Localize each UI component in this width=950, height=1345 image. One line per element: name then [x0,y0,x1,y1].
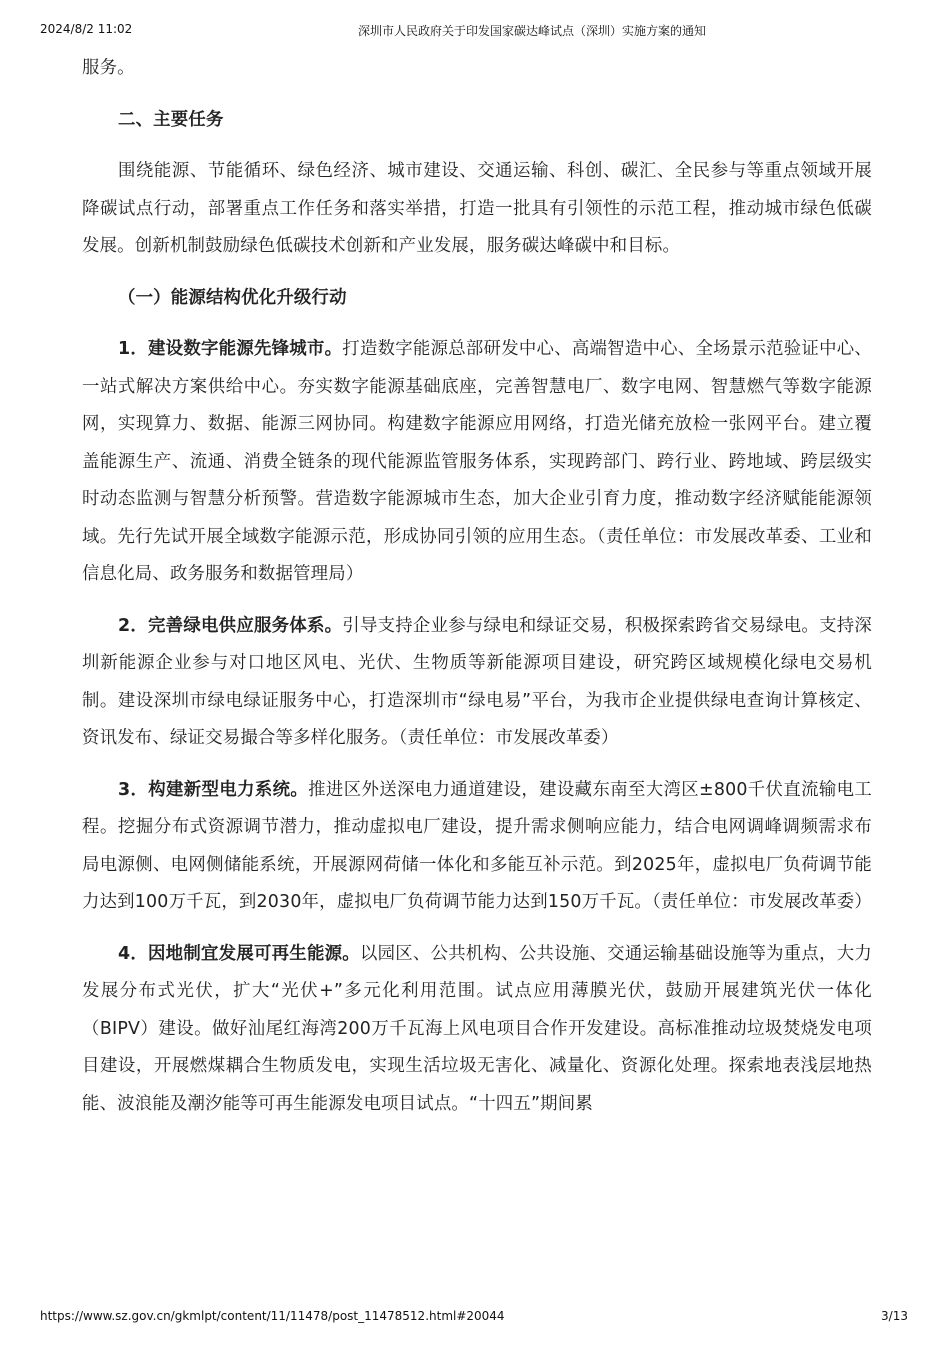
task-item-1 [82,331,872,594]
print-header [40,22,910,40]
page-number: 3/13 [881,1309,908,1323]
task-item-2-text: 引导支持企业参与绿电和绿证交易，积极探索跨省交易绿电。支持深圳新能源企业参与对口地区风电、光伏、生物质等新能源项目建设，研究跨区域规模化绿电交易机制。建设深圳市绿电绿证服务中心，打造深圳市“绿电易”平台，为我市企业提供绿电查询计算核定、资讯发布、绿证交易撮合等多样化服务。（责任单位：市发展改革委） [82,615,872,748]
task-item-1-text: 打造数字能源总部研发中心、高端智造中心、全场景示范验证中心、一站式解决方案供给中心。夯实数字能源基础底座，完善智慧电厂、数字电网、智慧燃气等数字能源网，实现算力、数据、能源三网协同。构建数字能源应用网络，打造光储充放检一张网平台。建立覆盖能源生产、流通、消费全链条的现代能源监管服务体系，实现跨部门、跨行业、跨地域、跨层级实时动态监测与智慧分析预警。营造数字能源城市生态，加大企业引育力度，推动数字经济赋能能源领域。先行先试开展全域数字能源示范，形成协同引领的应用生态。（责任单位：市发展改革委、工业和信息化局、政务服务和数据管理局） [82,339,872,584]
task-item-4-title: 4．因地制宜发展可再生能源。 [118,943,360,964]
print-footer [40,1309,910,1327]
document-title: 深圳市人民政府关于印发国家碳达峰试点（深圳）实施方案的通知 [358,24,707,38]
print-datetime: 2024/8/2 11:02 [40,22,133,36]
task-item-3 [82,772,872,922]
task-item-3-title: 3．构建新型电力系统。 [118,779,309,800]
task-item-3-text: 推进区外送深电力通道建设，建设藏东南至大湾区±800千伏直流输电工程。挖掘分布式资源调节潜力，推动虚拟电厂建设，提升需求侧响应能力，结合电网调峰调频需求布局电源侧、电网侧储能系统，开展源网荷储一体化和多能互补示范。到2025年，虚拟电厂负荷调节能力达到100万千瓦，到2030年，虚拟电厂负荷调节能力达到150万千瓦。（责任单位：市发展改革委） [82,779,872,912]
task-item-4 [82,936,872,1124]
task-item-4-text: 以园区、公共机构、公共设施、交通运输基础设施等为重点，大力发展分布式光伏，扩大“光伏+”多元化利用范围。试点应用薄膜光伏，鼓励开展建筑光伏一体化（BIPV）建设。做好汕尾红海湾200万千瓦海上风电项目合作开发建设。高标准推动垃圾焚烧发电项目建设，开展燃煤耦合生物质发电，实现生活垃圾无害化、减量化、资源化处理。探索地表浅层地热能、波浪能及潮汐能等可再生能源发电项目试点。“十四五”期间累 [82,943,873,1114]
intro-paragraph: 围绕能源、节能循环、绿色经济、城市建设、交通运输、科创、碳汇、全民参与等重点领域开展降碳试点行动，部署重点工作任务和落实举措，打造一批具有引领性的示范工程，推动城市绿色低碳发展。创新机制鼓励绿色低碳技术创新和产业发展，服务碳达峰碳中和目标。 [82,161,872,256]
page-url: https://www.sz.gov.cn/gkmlpt/content/11/11478/post_11478512.html#20044 [40,1309,505,1323]
task-item-2-title: 2．完善绿电供应服务体系。 [118,615,343,636]
paragraph-continuation: 服务。 [82,58,135,78]
task-item-2 [82,608,872,758]
task-item-1-title: 1．建设数字能源先锋城市。 [118,339,343,359]
article-body [82,50,872,1123]
subsection-heading: （一）能源结构优化升级行动 [118,287,347,308]
section-heading: 二、主要任务 [118,109,224,130]
